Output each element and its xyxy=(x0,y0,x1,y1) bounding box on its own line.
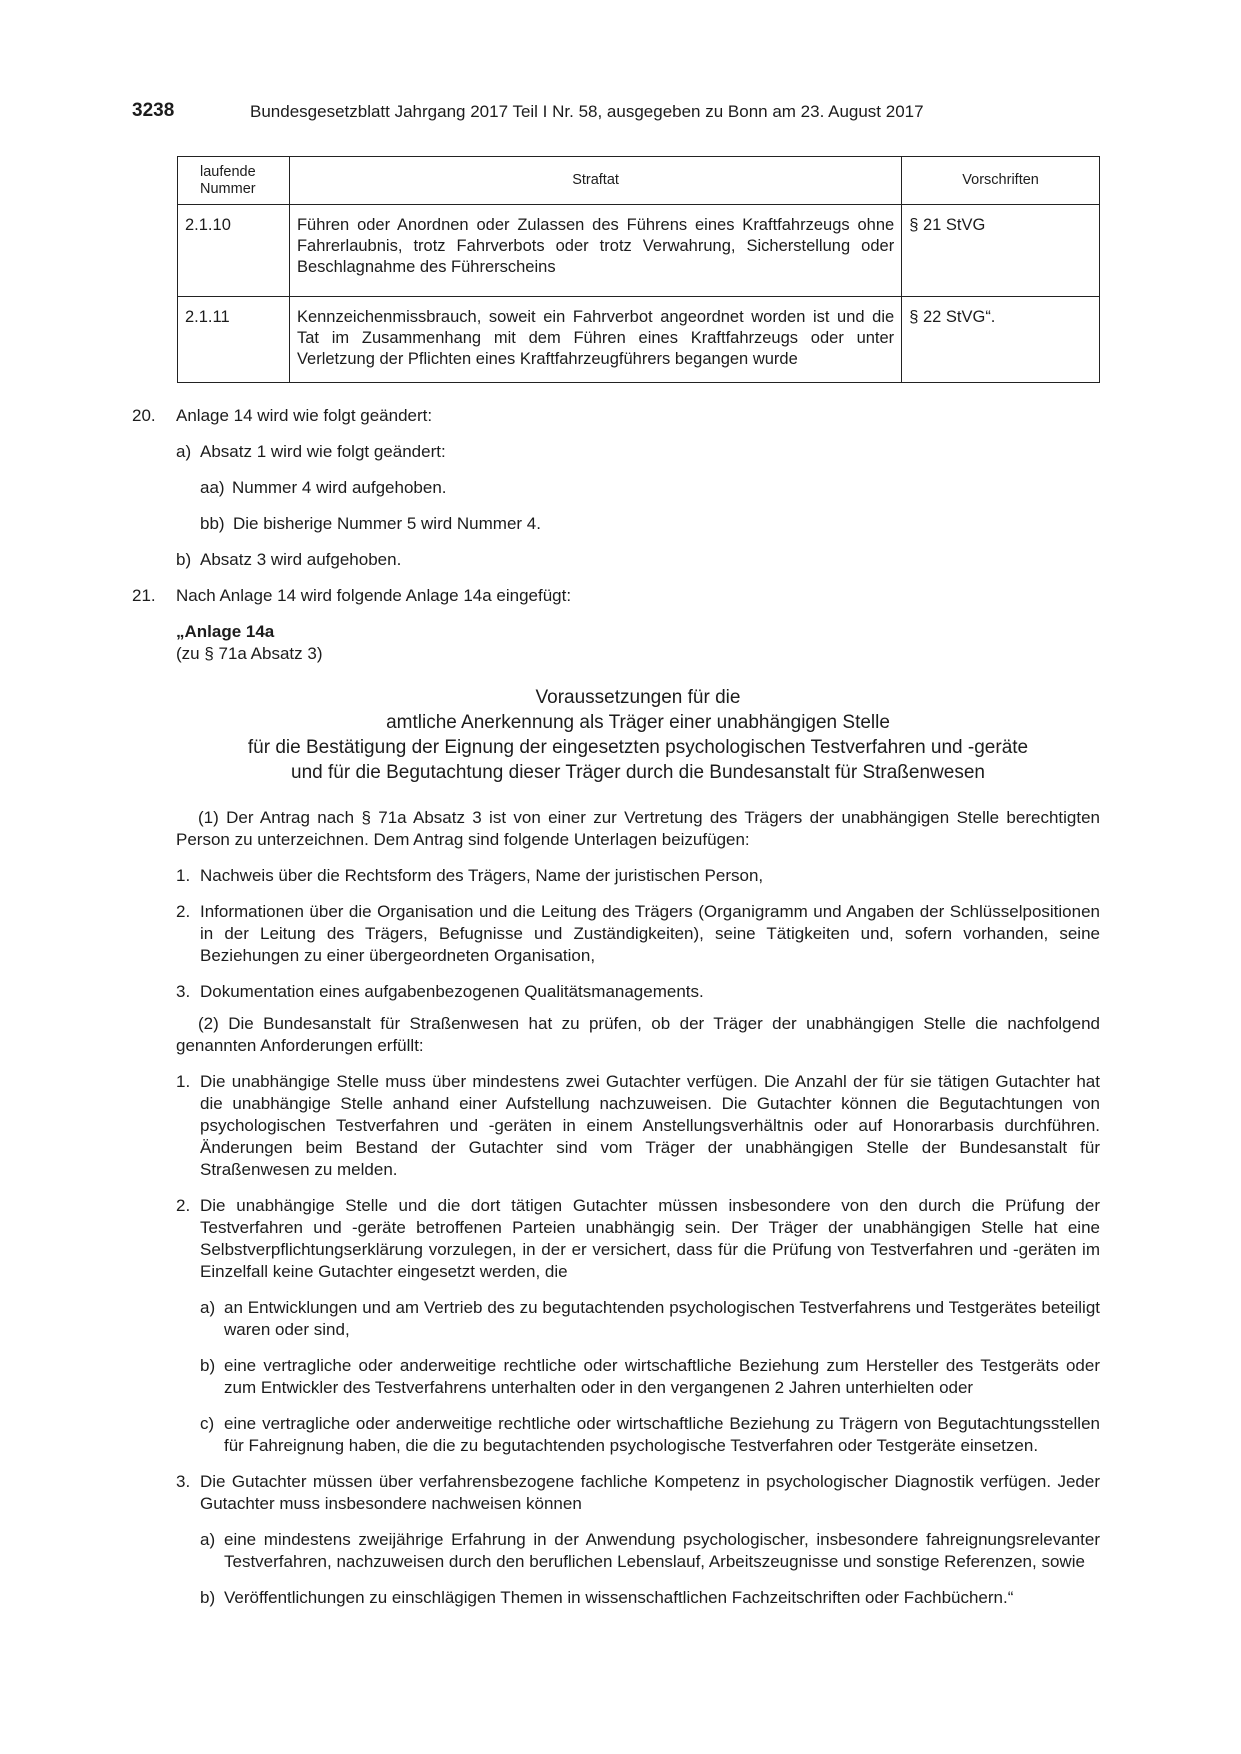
column-header-offense: Straftat xyxy=(289,157,901,205)
list-item-text: Die unabhängige Stelle und die dort tätigen Gutachter müssen insbesondere von den durch die Prüfung der Testverfahren und -geräte betroffenen Parteien unabhängig sein. Der Träger der unabhängigen Stelle hat eine Selbstverpflichtungserklärung vorzulegen, in der er versichert, dass für die Prüfung von Testverfahren und -geräten im Einzelfall keine Gutachter eingesetzt werden, die xyxy=(200,1196,1100,1281)
list-marker: 1. xyxy=(176,1072,191,1091)
list-marker: bb) xyxy=(200,514,225,533)
list-item xyxy=(176,1195,1100,1283)
sub-list-item xyxy=(176,1355,1100,1399)
list-item xyxy=(176,901,1100,967)
sub-list-item xyxy=(176,1587,1100,1609)
cell-offense: Kennzeichenmissbrauch, soweit ein Fahrverbot angeordnet worden ist und die Tat im Zusammenhang mit dem Führen eines Kraftfahrzeugs oder unter Verletzung der Pflichten eines Kraftfahrzeugführers begangen wurde xyxy=(289,297,901,383)
item-21 xyxy=(132,585,1100,607)
column-header-provisions: Vorschriften xyxy=(902,157,1100,205)
cell-offense: Führen oder Anordnen oder Zulassen des Führens eines Kraftfahrzeugs ohne Fahrerlaubnis, trotz Fahrverbots oder trotz Verwahrung, Sicherstellung oder Beschlagnahme des Führerscheins xyxy=(289,205,901,297)
offense-table xyxy=(177,156,1100,383)
page-number: 3238 xyxy=(132,100,175,121)
list-marker: 2. xyxy=(176,1196,191,1215)
list-item-text: an Entwicklungen und am Vertrieb des zu begutachtenden psychologischen Testverfahrens und Testgerätes beteiligt waren oder sind, xyxy=(224,1298,1100,1339)
sub-list-item xyxy=(176,1297,1100,1341)
list-marker: b) xyxy=(200,1588,216,1607)
annex-title: „Anlage 14a xyxy=(176,622,275,641)
sub-list-item xyxy=(176,1413,1100,1457)
list-marker: 1. xyxy=(176,866,191,885)
list-marker: a) xyxy=(200,1298,216,1317)
list-marker: 2. xyxy=(176,902,191,921)
list-item xyxy=(176,1471,1100,1515)
list-item-text: Dokumentation eines aufgabenbezogenen Qualitätsmanagements. xyxy=(200,982,704,1001)
gazette-title: Bundesgesetzblatt Jahrgang 2017 Teil I Nr. 58, ausgegeben zu Bonn am 23. August 2017 xyxy=(250,102,924,121)
list-item-text: Nachweis über die Rechtsform des Trägers, Name der juristischen Person, xyxy=(200,866,764,885)
list-marker: b) xyxy=(200,1356,216,1375)
cell-provision: § 21 StVG xyxy=(902,205,1100,297)
list-item-text: Nummer 4 wird aufgehoben. xyxy=(232,478,447,497)
list-item xyxy=(176,1071,1100,1181)
item-20 xyxy=(132,405,1100,427)
list-item-text: Die unabhängige Stelle muss über mindestens zwei Gutachter verfügen. Die Anzahl der für sie tätigen Gutachter hat die unabhängige Stelle anhand einer Aufstellung nachzuweisen. Die Gutachter können die Begutachtungen von psychologischen Testverfahren und -geräten in einem Anstellungsverhältnis oder auf Honorarbasis durchführen. Änderungen beim Bestand der Gutachter sind vom Träger der unabhängigen Stelle der Bundesanstalt für Straßenwesen zu melden. xyxy=(200,1072,1100,1179)
item-text: Anlage 14 wird wie folgt geändert: xyxy=(176,406,433,425)
item-number: 20. xyxy=(132,406,156,425)
heading-line: Voraussetzungen für die xyxy=(535,687,741,708)
list-marker: a) xyxy=(200,1530,216,1549)
annex-body xyxy=(132,807,1100,1609)
cell-provision: § 22 StVG“. xyxy=(902,297,1100,383)
annex-reference: (zu § 71a Absatz 3) xyxy=(176,644,323,663)
list-marker: c) xyxy=(200,1414,215,1433)
list-item xyxy=(132,477,1100,499)
sub-list-item xyxy=(176,1529,1100,1573)
cell-number: 2.1.10 xyxy=(178,205,290,297)
list-marker: 3. xyxy=(176,1472,191,1491)
annex-heading xyxy=(132,685,1100,785)
amendment-text xyxy=(132,405,1100,1609)
list-item xyxy=(132,549,1100,571)
list-item-text: eine vertragliche oder anderweitige rechtliche oder wirtschaftliche Beziehung zum Hersteller des Testgeräts oder zum Entwickler des Testverfahrens unterhalten oder in den vergangenen 2 Jahren unterhielten oder xyxy=(224,1356,1100,1397)
list-item xyxy=(176,981,1100,1003)
list-marker: b) xyxy=(176,550,192,569)
paragraph-2: (2) Die Bundesanstalt für Straßenwesen hat zu prüfen, ob der Träger der unabhängigen Stelle die nachfolgend genannten Anforderungen erfüllt: xyxy=(176,1014,1100,1055)
column-header-number: laufende Nummer xyxy=(178,157,290,205)
heading-line: für die Bestätigung der Eignung der eingesetzten psychologischen Testverfahren und -geräte xyxy=(247,737,1029,758)
list-item-text: Veröffentlichungen zu einschlägigen Themen in wissenschaftlichen Fachzeitschriften oder Fachbüchern.“ xyxy=(224,1588,1014,1607)
list-marker: a) xyxy=(176,442,192,461)
list-item-text: eine vertragliche oder anderweitige rechtliche oder wirtschaftliche Beziehung zu Trägern von Begutachtungsstellen für Fahreignung haben, die die zu begutachtenden psychologische Testverfahren oder Testgeräte einsetzen. xyxy=(224,1414,1100,1455)
list-item-text: Absatz 1 wird wie folgt geändert: xyxy=(200,442,446,461)
list-marker: aa) xyxy=(200,478,225,497)
paragraph-1: (1) Der Antrag nach § 71a Absatz 3 ist von einer zur Vertretung des Trägers der unabhängigen Stelle berechtigten Person zu unterzeichnen. Dem Antrag sind folgende Unterlagen beizufügen: xyxy=(176,808,1100,849)
list-item-text: Die Gutachter müssen über verfahrensbezogene fachliche Kompetenz in psychologischer Diagnostik verfügen. Jeder Gutachter muss insbesondere nachweisen können xyxy=(200,1472,1100,1513)
cell-number: 2.1.11 xyxy=(178,297,290,383)
heading-line: und für die Begutachtung dieser Träger durch die Bundesanstalt für Straßenwesen xyxy=(291,762,985,783)
list-marker: 3. xyxy=(176,982,191,1001)
list-item-text: Informationen über die Organisation und die Leitung des Trägers (Organigramm und Angaben der Schlüsselpositionen in der Leitung des Trägers, Befugnisse und Zuständigkeiten), seine Tätigkeiten und, sofern vorhanden, seine Beziehungen zu einer übergeordneten Organisation, xyxy=(200,902,1100,965)
page-header xyxy=(132,100,1112,130)
list-item xyxy=(132,441,1100,463)
list-item-text: eine mindestens zweijährige Erfahrung in der Anwendung psychologischer, insbesondere fahreignungsrelevanter Testverfahren, nachzuweisen durch den beruflichen Lebenslauf, Arbeitszeugnisse und sonstige Referenzen, sowie xyxy=(224,1530,1100,1571)
list-item xyxy=(176,865,1100,887)
item-text: Nach Anlage 14 wird folgende Anlage 14a eingefügt: xyxy=(176,586,572,605)
table-row xyxy=(178,205,1100,297)
list-item-text: Absatz 3 wird aufgehoben. xyxy=(200,550,402,569)
list-item-text: Die bisherige Nummer 5 wird Nummer 4. xyxy=(233,514,541,533)
item-number: 21. xyxy=(132,586,156,605)
table-header-row xyxy=(178,157,1100,205)
table-row xyxy=(178,297,1100,383)
list-item xyxy=(132,513,1100,535)
heading-line: amtliche Anerkennung als Träger einer unabhängigen Stelle xyxy=(386,712,890,733)
